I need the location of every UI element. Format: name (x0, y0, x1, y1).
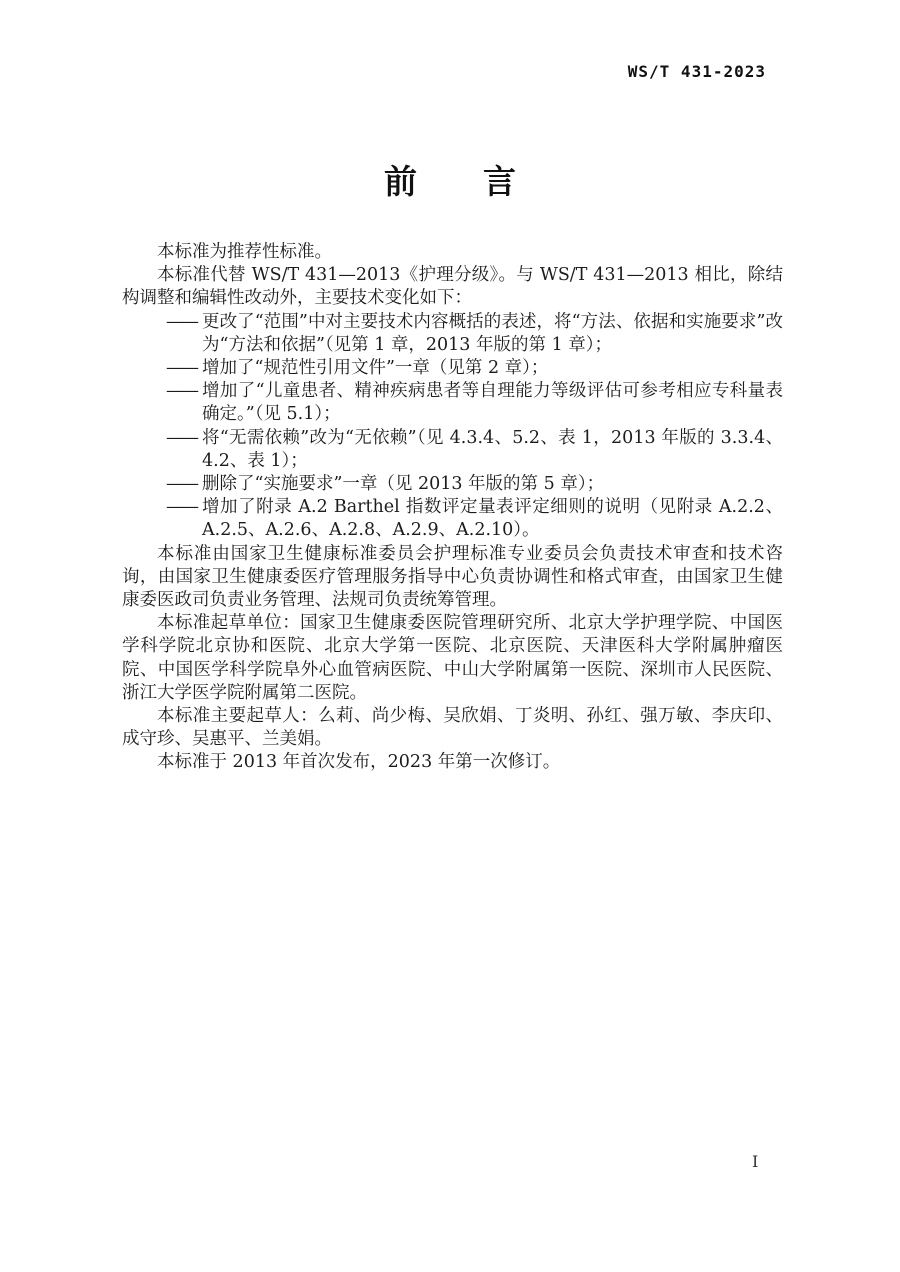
change-list-item-text: 增加了“规范性引用文件”一章（见第 2 章）； (202, 358, 549, 379)
dash-marker: —— (166, 427, 197, 448)
change-list-item (122, 380, 783, 426)
foreword-paragraph: 本标准于 2013 年首次发布，2023 年第一次修订。 (157, 752, 561, 773)
page-title: 前 言 (384, 162, 516, 201)
change-list-item (122, 473, 783, 496)
foreword-paragraph: 本标准由国家卫生健康标准委员会护理标准专业委员会负责技术审查和技术咨询，由国家卫生健康委医疗管理服务指导中心负责协调性和格式审查，由国家卫生健康委医政司负责业务管理、法规司负责统筹管理。 (122, 543, 783, 611)
change-list-item-text: 将“无需依赖”改为“无依赖”（见 4.3.4、5.2、表 1，2013 年版的 3.3.4、4.2、表 1）； (202, 427, 783, 471)
foreword-paragraph: 本标准为推荐性标准。 (157, 242, 332, 262)
page-number: I (752, 1152, 759, 1171)
change-list-item-text: 更改了“范围”中对主要技术内容概括的表述，将“方法、依据和实施要求”改为“方法和依据”（见第 1 章，2013 年版的第 1 章）； (202, 311, 783, 355)
change-list-item (122, 496, 783, 542)
change-list-item (122, 427, 783, 473)
foreword-paragraph: 本标准代替 WS/T 431—2013《护理分级》。与 WS/T 431—2013 相比，除结构调整和编辑性改动外，主要技术变化如下： (122, 265, 783, 309)
dash-marker: —— (166, 358, 197, 379)
foreword-paragraph: 本标准主要起草人：么莉、尚少梅、吴欣娟、丁炎明、孙红、强万敏、李庆印、成守珍、吴惠平、兰美娟。 (122, 706, 783, 750)
change-list-item (122, 311, 783, 357)
change-list-item-text: 增加了附录 A.2 Barthel 指数评定量表评定细则的说明（见附录 A.2.2、A.2.5、A.2.6、A.2.8、A.2.9、A.2.10）。 (202, 497, 783, 541)
foreword-body (122, 241, 783, 775)
dash-marker: —— (166, 311, 197, 332)
standard-code: WS/T 431-2023 (627, 62, 766, 81)
foreword-paragraph: 本标准起草单位：国家卫生健康委医院管理研究所、北京大学护理学院、中国医学科学院北京协和医院、北京大学第一医院、北京医院、天津医科大学附属肿瘤医院、中国医学科学院阜外心血管病医院、中山大学附属第一医院、深圳市人民医院、浙江大学医学院附属第二医院。 (122, 613, 783, 703)
change-list-item-text: 增加了“儿童患者、精神疾病患者等自理能力等级评估可参考相应专科量表确定。”（见 5.1）； (202, 381, 783, 425)
change-list-item (122, 357, 783, 380)
dash-marker: —— (166, 474, 197, 495)
dash-marker: —— (166, 381, 197, 402)
dash-marker: —— (166, 497, 197, 518)
change-list-item-text: 删除了“实施要求”一章（见 2013 年版的第 5 章）； (202, 474, 605, 495)
